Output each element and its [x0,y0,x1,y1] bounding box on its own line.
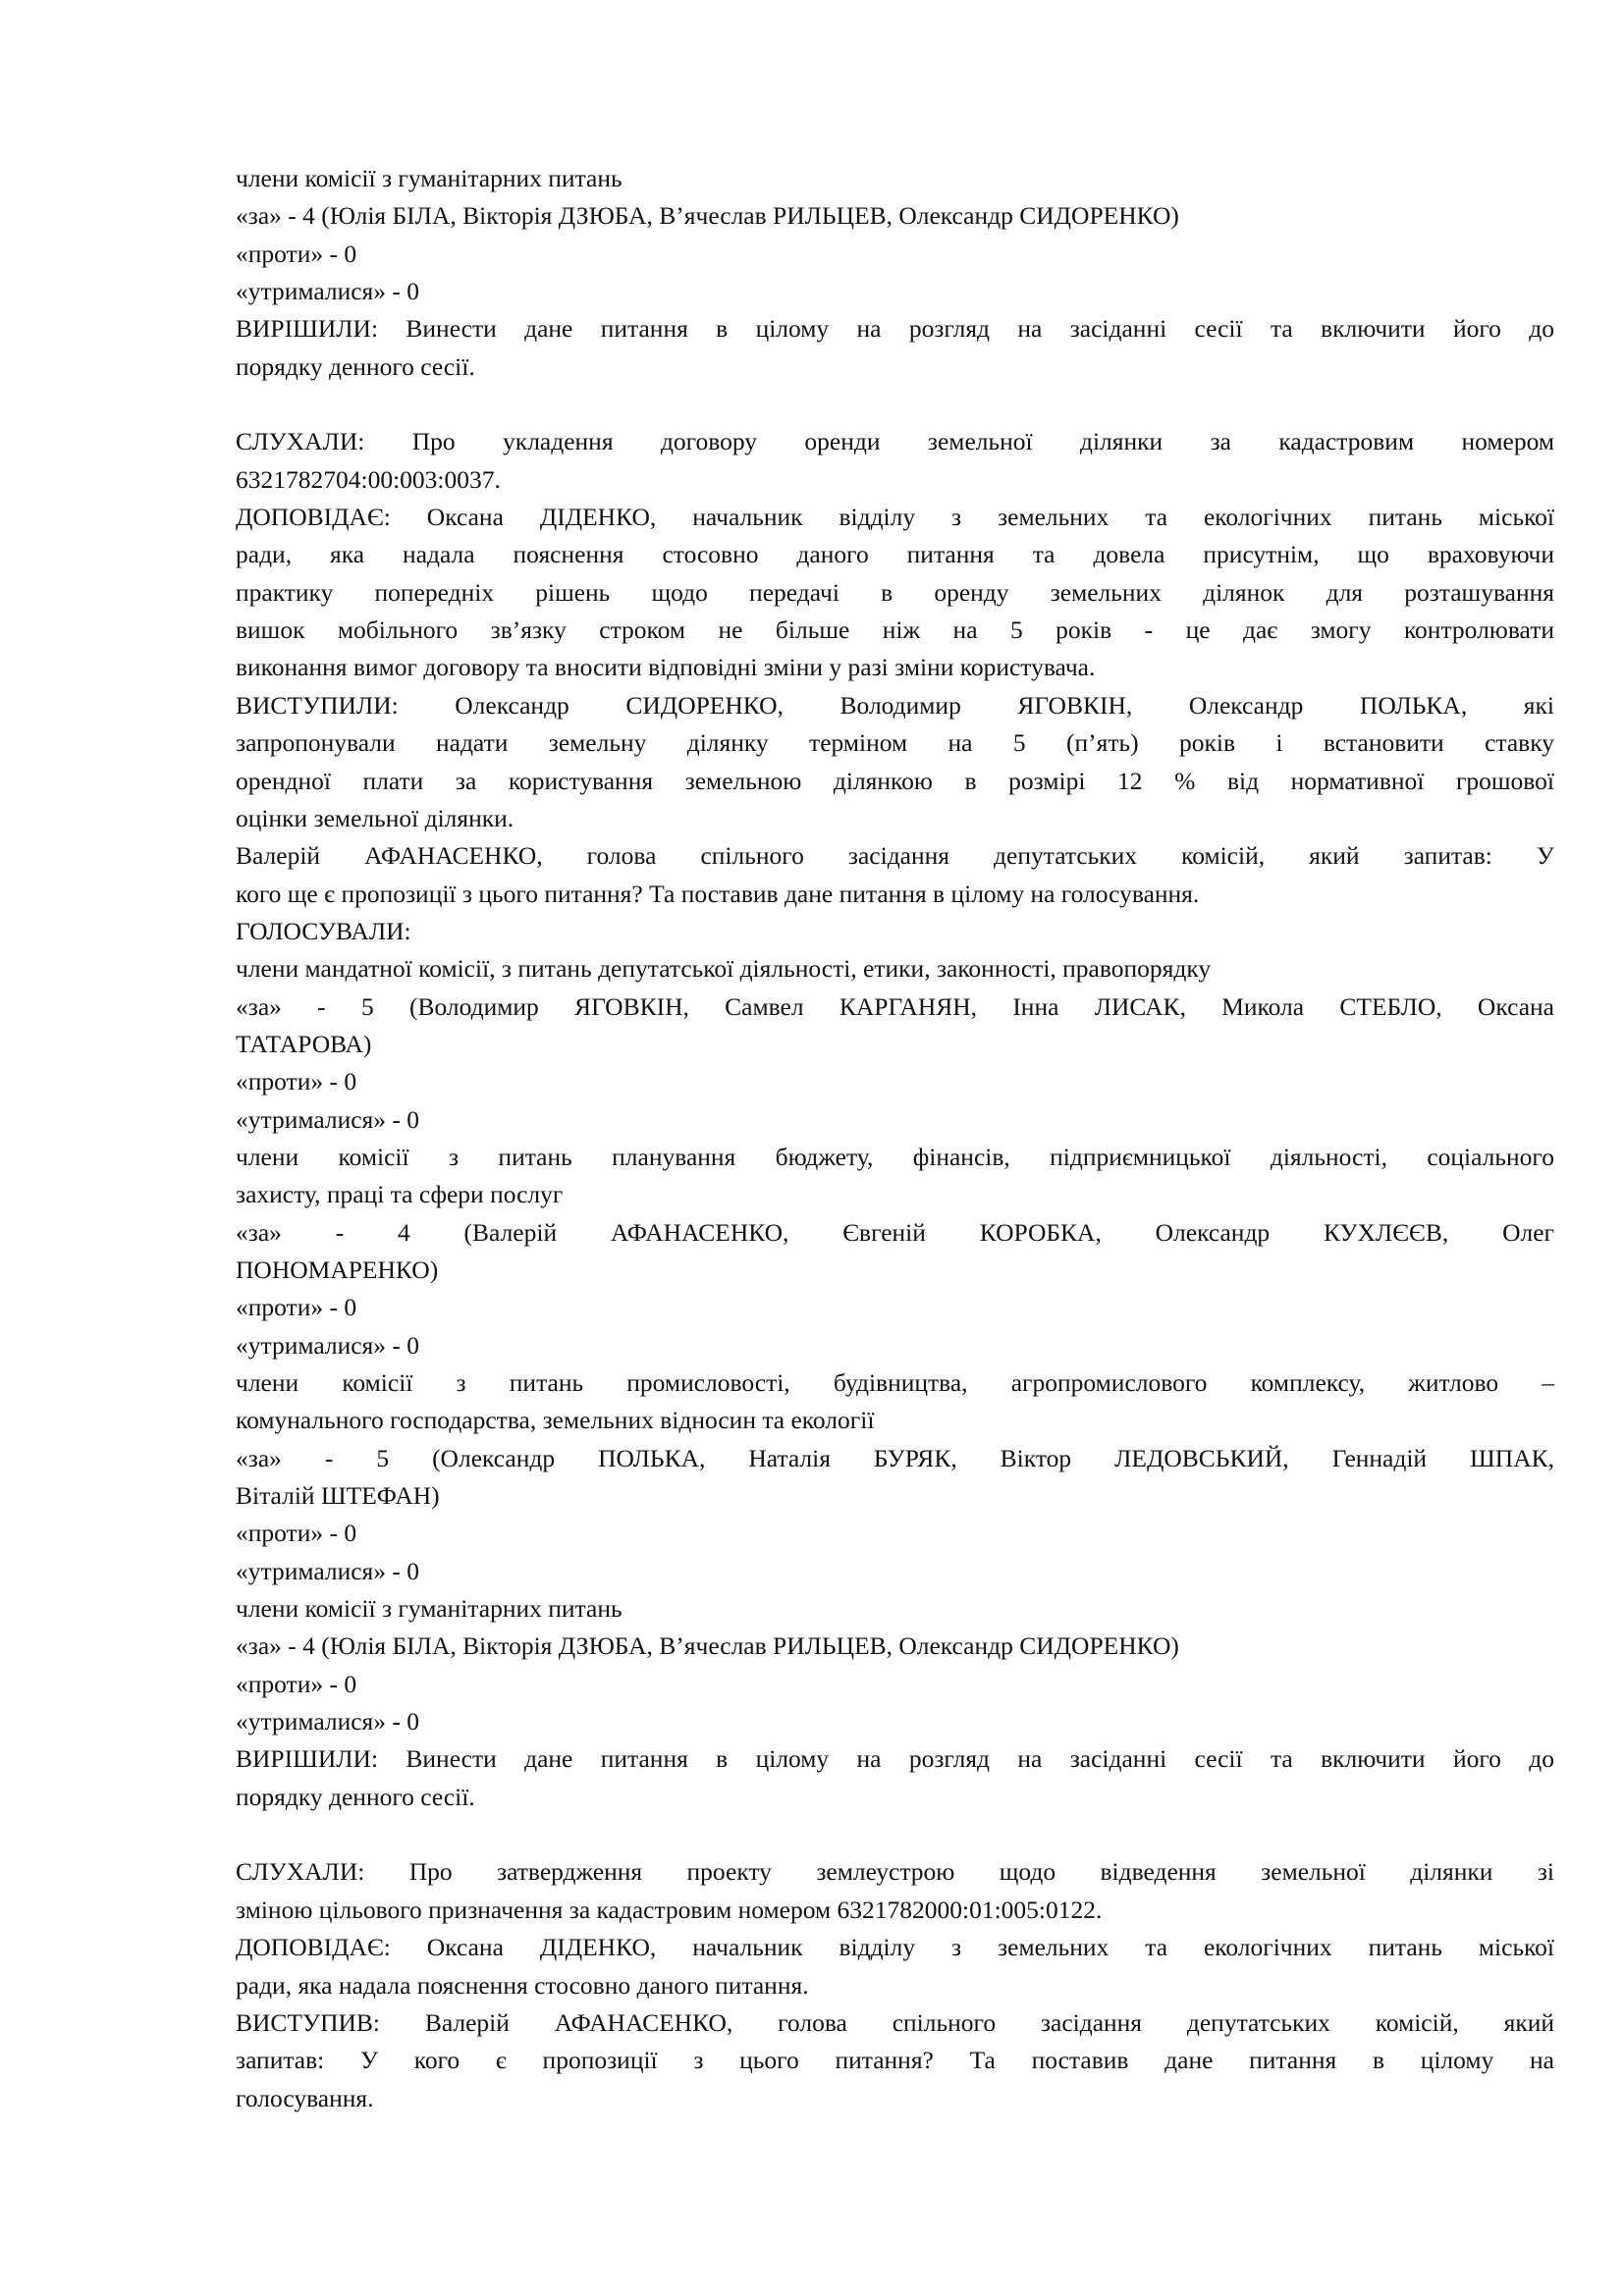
blank-line [236,386,1554,423]
text-line: СЛУХАЛИ: Про затвердження проекту землеустрою щодо відведення земельної ділянки зі [236,1857,1554,1887]
text-line: кого ще є пропозиції з цього питання? Та поставив дане питання в цілому на голосування. [236,879,1200,908]
text-line: 6321782704:00:003:0037. [236,464,501,494]
text-line: практику попередніх рішень щодо передачі в оренду земельних ділянок для розташування [236,577,1554,607]
text-line: голосування. [236,2083,374,2112]
text-line: ДОПОВІДАЄ: Оксана ДІДЕНКО, начальник відділу з земельних та екологічних питань міської [236,1933,1554,1962]
text-line: члени комісії з гуманітарних питань [236,1594,623,1624]
text-line: «проти» - 0 [236,1067,357,1096]
text-line: вишок мобільного зв’язку строком не більше ніж на 5 років - це дає змогу контролювати [236,615,1554,645]
text-line: Віталій ШТЕФАН) [236,1481,440,1511]
text-line: порядку денного сесії. [236,351,475,381]
text-line: «за» - 5 (Володимир ЯГОВКІН, Самвел КАРГАНЯН, Інна ЛИСАК, Микола СТЕБЛО, Оксана [236,991,1554,1021]
text-line: «за» - 4 (Валерій АФАНАСЕНКО, Євгеній КОРОБКА, Олександр КУХЛЄЄВ, Олег [236,1217,1554,1247]
text-line: «за» - 5 (Олександр ПОЛЬКА, Наталія БУРЯК, Віктор ЛЕДОВСЬКИЙ, Геннадій ШПАК, [236,1443,1554,1472]
text-line: члени комісії з питань планування бюджету, фінансів, підприємницької діяльності, соціального [236,1142,1554,1171]
text-line: «утрималися» - 0 [236,277,420,306]
text-line: ПОНОМАРЕНКО) [236,1255,439,1284]
text-line: ВИРІШИЛИ: Винести дане питання в цілому на розгляд на засіданні сесії та включити його до [236,314,1554,344]
text-line: порядку денного сесії. [236,1782,475,1811]
text-line: «за» - 4 (Юлія БІЛА, Вікторія ДЗЮБА, В’ячеслав РИЛЬЦЕВ, Олександр СИДОРЕНКО) [236,201,1179,231]
text-line: «за» - 4 (Юлія БІЛА, Вікторія ДЗЮБА, В’ячеслав РИЛЬЦЕВ, Олександр СИДОРЕНКО) [236,1631,1179,1661]
text-line: ради, яка надала пояснення стосовно даного питання та довела присутнім, що враховуючи [236,540,1554,569]
text-line: ВИРІШИЛИ: Винести дане питання в цілому на розгляд на засіданні сесії та включити його до [236,1744,1554,1774]
text-line: «утрималися» - 0 [236,1330,420,1360]
text-line: «утрималися» - 0 [236,1104,420,1134]
text-line: «проти» - 0 [236,1519,357,1548]
text-line: «проти» - 0 [236,239,357,268]
document-page [236,160,1554,2117]
text-line: члени комісії з гуманітарних питань [236,164,623,192]
text-line: виконання вимог договору та вносити відповідні зміни у разі зміни користувача. [236,653,1096,682]
text-line: «утрималися» - 0 [236,1556,420,1585]
text-line: орендної плати за користування земельною ділянкою в розмірі 12 % від нормативної грошової [236,766,1554,795]
text-line: оцінки земельної ділянки. [236,803,514,832]
text-line: запропонували надати земельну ділянку терміном на 5 (п’ять) років і встановити ставку [236,728,1554,758]
text-line: запитав: У кого є пропозиції з цього питання? Та поставив дане питання в цілому на [236,2046,1554,2075]
text-line: захисту, праці та сфери послуг [236,1180,564,1209]
text-line: члени мандатної комісії, з питань депутатської діяльності, етики, законності, правопорядку [236,954,1212,984]
text-line: ВИСТУПИЛИ: Олександр СИДОРЕНКО, Володимир ЯГОВКІН, Олександр ПОЛЬКА, які [236,690,1554,720]
text-line: комунального господарства, земельних відносин та екології [236,1406,875,1435]
text-line: ГОЛОСУВАЛИ: [236,916,411,945]
text-line: Валерій АФАНАСЕНКО, голова спільного засідання депутатських комісій, який запитав: У [236,841,1554,871]
text-line: «утрималися» - 0 [236,1707,420,1736]
text-line: ДОПОВІДАЄ: Оксана ДІДЕНКО, начальник відділу з земельних та екологічних питань міської [236,503,1554,532]
text-line: ТАТАРОВА) [236,1029,372,1058]
text-line: «проти» - 0 [236,1669,357,1698]
text-line: ВИСТУПИВ: Валерій АФАНАСЕНКО, голова спільного засідання депутатських комісій, який [236,2007,1554,2037]
text-line: СЛУХАЛИ: Про укладення договору оренди земельної ділянки за кадастровим номером [236,427,1554,456]
blank-line [236,1816,1554,1853]
text-line: «проти» - 0 [236,1293,357,1322]
text-line: члени комісії з питань промисловості, будівництва, агропромислового комплексу, житлово – [236,1368,1554,1397]
text-line: зміною цільового призначення за кадастровим номером 6321782000:01:005:0122. [236,1895,1103,1924]
text-line: ради, яка надала пояснення стосовно даного питання. [236,1970,809,2000]
